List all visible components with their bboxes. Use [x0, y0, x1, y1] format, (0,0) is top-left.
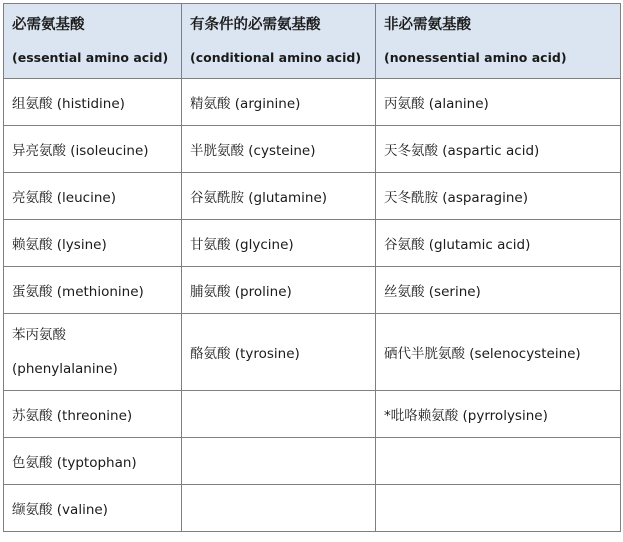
cell-conditional: 半胱氨酸 (cysteine)	[182, 126, 376, 173]
cell-nonessential: 天冬酰胺 (asparagine)	[376, 173, 621, 220]
header-essential-zh: 必需氨基酸	[12, 16, 85, 33]
header-row	[4, 4, 621, 79]
cell-nonessential	[376, 438, 621, 485]
table-row	[4, 267, 621, 314]
cell-essential: 组氨酸 (histidine)	[4, 79, 182, 126]
table-header	[4, 4, 621, 79]
header-conditional-en: (conditional amino acid)	[190, 50, 362, 65]
table-row	[4, 79, 621, 126]
header-nonessential-zh: 非必需氨基酸	[384, 16, 471, 33]
cell-nonessential	[376, 485, 621, 532]
cell-conditional: 脯氨酸 (proline)	[182, 267, 376, 314]
cell-essential: 异亮氨酸 (isoleucine)	[4, 126, 182, 173]
cell-nonessential: 谷氨酸 (glutamic acid)	[376, 220, 621, 267]
table-row	[4, 314, 621, 391]
cell-essential: 缬氨酸 (valine)	[4, 485, 182, 532]
table-body	[4, 79, 621, 532]
cell-essential-text: 苯丙氨酸 (phenylalanine)	[12, 327, 118, 377]
cell-nonessential: 硒代半胱氨酸 (selenocysteine)	[376, 314, 621, 391]
header-essential	[4, 4, 182, 79]
header-conditional	[182, 4, 376, 79]
cell-essential: 赖氨酸 (lysine)	[4, 220, 182, 267]
cell-nonessential: 丝氨酸 (serine)	[376, 267, 621, 314]
cell-conditional: 甘氨酸 (glycine)	[182, 220, 376, 267]
cell-essential: 亮氨酸 (leucine)	[4, 173, 182, 220]
cell-conditional: 酪氨酸 (tyrosine)	[182, 314, 376, 391]
table-row	[4, 220, 621, 267]
header-essential-en: (essential amino acid)	[12, 50, 169, 65]
table-row	[4, 391, 621, 438]
cell-essential: 蛋氨酸 (methionine)	[4, 267, 182, 314]
table-row	[4, 173, 621, 220]
cell-nonessential: 丙氨酸 (alanine)	[376, 79, 621, 126]
table-row	[4, 485, 621, 532]
table-row	[4, 438, 621, 485]
cell-essential: 色氨酸 (typtophan)	[4, 438, 182, 485]
cell-nonessential: *吡咯赖氨酸 (pyrrolysine)	[376, 391, 621, 438]
cell-conditional	[182, 485, 376, 532]
amino-acid-table-container	[3, 3, 620, 539]
header-nonessential	[376, 4, 621, 79]
cell-conditional: 谷氨酰胺 (glutamine)	[182, 173, 376, 220]
cell-conditional: 精氨酸 (arginine)	[182, 79, 376, 126]
cell-essential	[4, 314, 182, 391]
header-nonessential-en: (nonessential amino acid)	[384, 50, 567, 65]
amino-acid-table	[3, 3, 621, 532]
cell-conditional	[182, 391, 376, 438]
cell-nonessential: 天冬氨酸 (aspartic acid)	[376, 126, 621, 173]
cell-essential: 苏氨酸 (threonine)	[4, 391, 182, 438]
header-conditional-zh: 有条件的必需氨基酸	[190, 16, 321, 33]
table-row	[4, 126, 621, 173]
cell-conditional	[182, 438, 376, 485]
